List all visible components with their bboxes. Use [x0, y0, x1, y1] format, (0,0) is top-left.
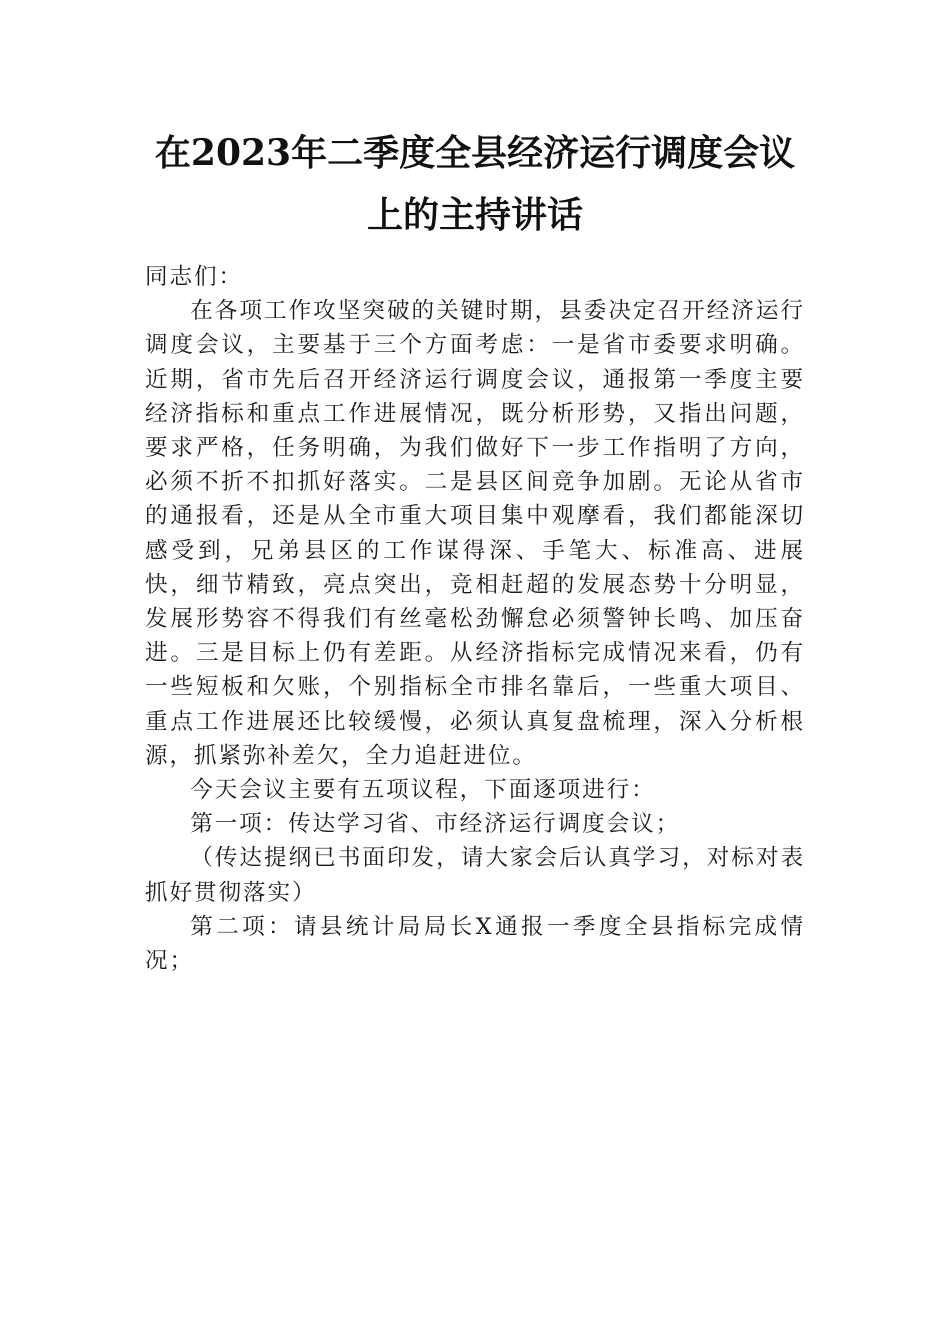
agenda-item-paragraph: 第一项：传达学习省、市经济运行调度会议； — [190, 811, 681, 838]
salutation-paragraph: 同志们： — [145, 264, 243, 290]
agenda-item-paragraph: 第二项：请县统计局局长X通报一季度全县指标完成情况； — [145, 913, 805, 975]
document-title: 在2023年二季度全县经济运行调度会议上的主持讲话 — [154, 132, 796, 236]
body-paragraph: 在各项工作攻坚突破的关键时期，县委决定召开经济运行调度会议，主要基于三个方面考虑：一是省市委要求明确。近期，省市先后召开经济运行调度会议，通报第一季度主要经济指标和重点工作进展情况，既分析形势，又指出问题，要求严格，任务明确，为我们做好下一步工作指明了方向，必须不折不扣抓好落实。二是县区间竞争加剧。无论从省市的通报看，还是从全市重大项目集中观摩看，我们都能深切感受到，兄弟县区的工作谋得深、手笔大、标准高、进展快，细节精致，亮点突出，竞相赶超的发展态势十分明显，发展形势容不得我们有丝毫松劲懈怠必须警钟长鸣、加压奋进。三是目标上仍有差距。从经济指标完成情况来看，仍有一些短板和欠账，个别指标全市排名靠后，一些重大项目、重点工作进展还比较缓慢，必须认真复盘梳理，深入分析根源，抓紧弥补差欠，全力追赶进位。 — [145, 298, 805, 769]
body-paragraph: 今天会议主要有五项议程，下面逐项进行： — [190, 777, 656, 804]
document-body — [145, 260, 805, 978]
agenda-note-paragraph: （传达提纲已书面印发，请大家会后认真学习，对标对表抓好贯彻落实） — [145, 845, 805, 906]
